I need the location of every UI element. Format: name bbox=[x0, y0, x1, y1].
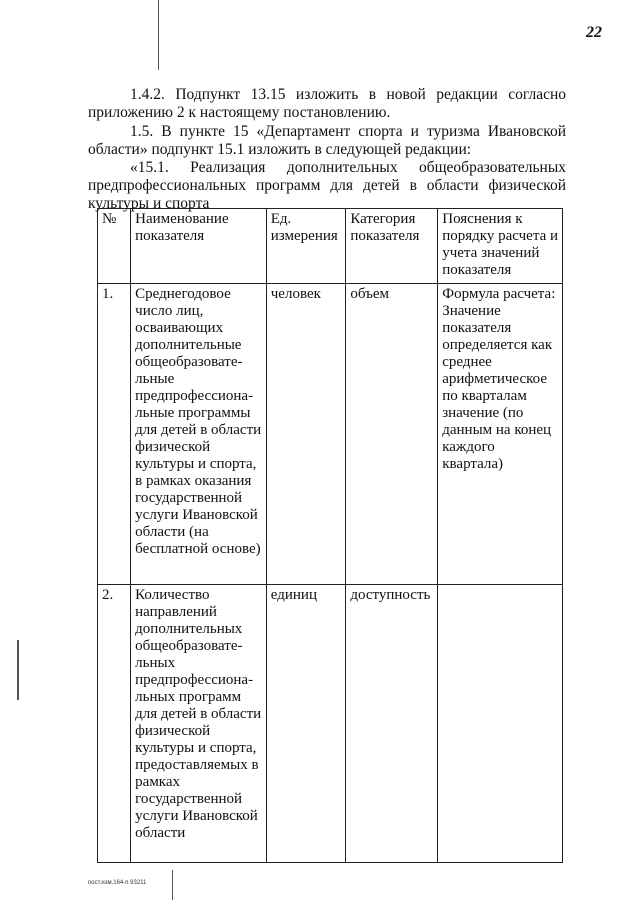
row-number: 2. bbox=[98, 585, 131, 863]
scan-mark-bottom bbox=[172, 870, 173, 900]
explanation bbox=[438, 585, 563, 863]
paragraph-15-1: «15.1. Реализация дополнительных общеобразовательных предпрофессиональных программ для детей в области физической культуры и спорта bbox=[88, 158, 566, 212]
row-number: 1. bbox=[98, 284, 131, 585]
scan-mark-left bbox=[17, 640, 19, 700]
header-number: № bbox=[98, 209, 131, 284]
unit: единиц bbox=[266, 585, 346, 863]
unit: человек bbox=[266, 284, 346, 585]
table-header-row bbox=[98, 209, 563, 284]
table-row bbox=[98, 284, 563, 585]
footer-note: пост.изм.164-п 93211 bbox=[88, 880, 147, 886]
header-category: Категория показателя bbox=[346, 209, 438, 284]
scan-mark-top bbox=[158, 0, 159, 70]
header-unit: Ед. измерения bbox=[266, 209, 346, 284]
paragraph-1-4-2: 1.4.2. Подпункт 13.15 изложить в новой редакции согласно приложению 2 к настоящему постановлению. bbox=[88, 85, 566, 121]
header-explanation: Пояснения к порядку расчета и учета значений показателя bbox=[438, 209, 563, 284]
indicator-name: Количество направлений дополнительных общеобразовате-льных предпрофессиона-льных программ для детей в области физической культуры и спорта, предоставляемых в рамках государственной услуги Ивановской области bbox=[131, 585, 267, 863]
table-row bbox=[98, 585, 563, 863]
page-number: 22 bbox=[586, 24, 602, 41]
indicator-name: Среднегодовое число лиц, осваивающих дополнительные общеобразовате-льные предпрофессиона-льные программы для детей в области физической культуры и спорта, в рамках оказания государственной услуги Ивановской области (на бесплатной основе) bbox=[131, 284, 267, 585]
indicators-table bbox=[97, 208, 563, 863]
explanation: Формула расчета: Значение показателя определяется как среднее арифметическое по кварталам значение (по данным на конец каждого квартала) bbox=[438, 284, 563, 585]
category: объем bbox=[346, 284, 438, 585]
paragraph-1-5: 1.5. В пункте 15 «Департамент спорта и туризма Ивановской области» подпункт 15.1 изложить в следующей редакции: bbox=[88, 122, 566, 158]
header-indicator-name: Наименование показателя bbox=[131, 209, 267, 284]
category: доступность bbox=[346, 585, 438, 863]
